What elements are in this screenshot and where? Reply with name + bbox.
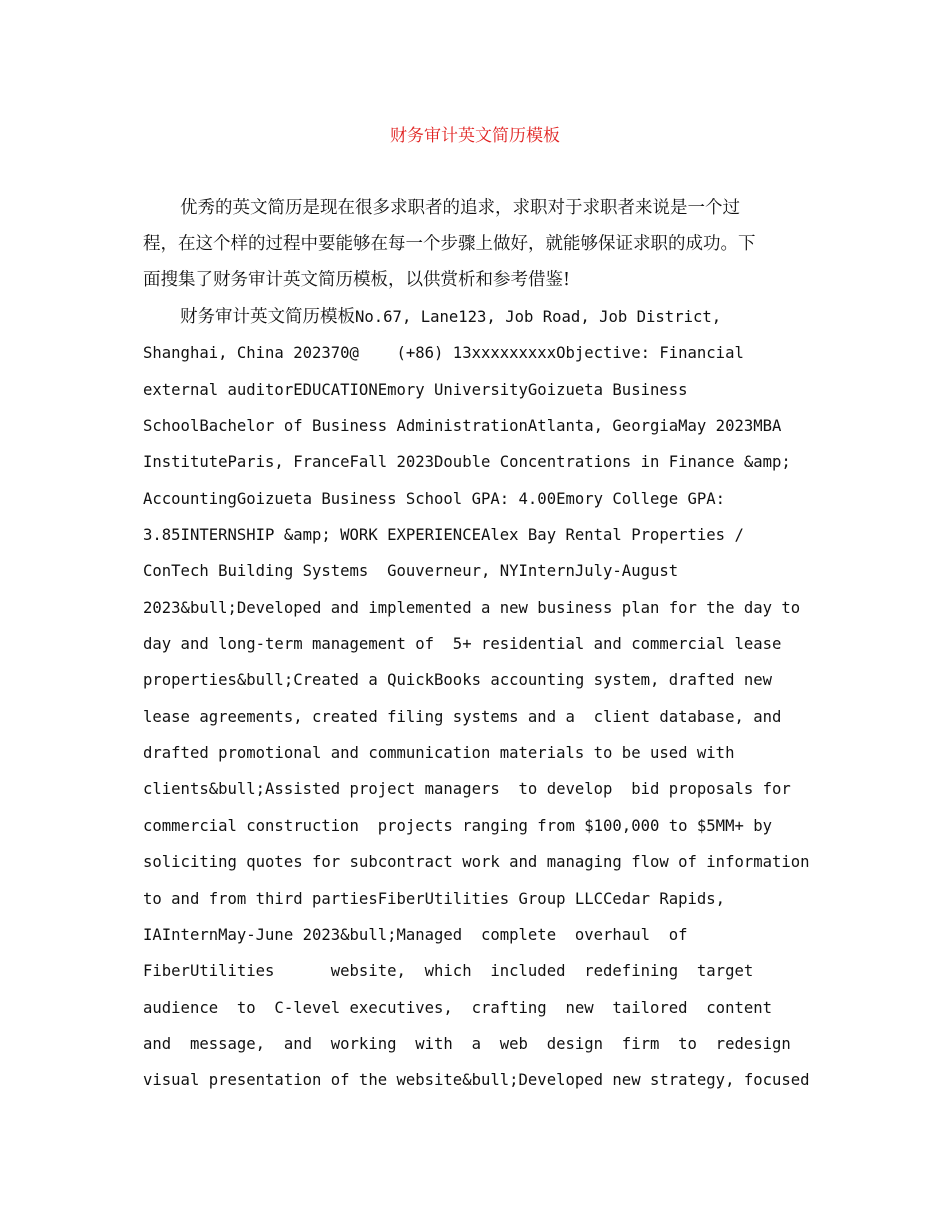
- body-line: and message, and working with a web design firm to redesign: [143, 1034, 791, 1053]
- body-line: lease agreements, created filing systems and a client database, and: [143, 707, 782, 726]
- body-line: external auditorEDUCATIONEmory UniversityGoizueta Business: [143, 380, 688, 399]
- body-line: commercial construction projects ranging from $100,000 to $5MM+ by: [143, 816, 773, 835]
- intro-line: 程，在这个样的过程中要能够在每一个步骤上做好，就能够保证求职的成功。下: [143, 234, 756, 254]
- resume-heading-inline: 财务审计英文简历模板: [180, 307, 355, 327]
- body-line: 3.85INTERNSHIP &amp; WORK EXPERIENCEAlex Bay Rental Properties /: [143, 526, 744, 545]
- body-line: audience to C-level executives, crafting new tailored content: [143, 998, 773, 1017]
- body-line: drafted promotional and communication materials to be used with: [143, 744, 735, 763]
- body-line: InstituteParis, FranceFall 2023Double Concentrations in Finance &amp;: [143, 453, 791, 472]
- body-line-text: No.67, Lane123, Job Road, Job District,: [355, 308, 722, 326]
- body-line: 2023&bull;Developed and implemented a new business plan for the day to: [143, 598, 801, 617]
- intro-line: 优秀的英文简历是现在很多求职者的追求，求职对于求职者来说是一个过: [180, 198, 740, 218]
- resume-body: [143, 305, 813, 1105]
- intro-paragraph: [143, 194, 813, 302]
- body-line: AccountingGoizueta Business School GPA: 4.00Emory College GPA:: [143, 489, 726, 508]
- body-line: visual presentation of the website&bull;Developed new strategy, focused: [143, 1071, 810, 1090]
- document-title: 财务审计英文简历模板: [390, 126, 560, 146]
- body-line: SchoolBachelor of Business AdministrationAtlanta, GeorgiaMay 2023MBA: [143, 417, 782, 436]
- body-line: FiberUtilities website, which included redefining target: [143, 962, 754, 981]
- body-line: soliciting quotes for subcontract work and managing flow of information: [143, 853, 810, 872]
- body-line: day and long-term management of 5+ residential and commercial lease: [143, 635, 782, 654]
- intro-line: 面搜集了财务审计英文简历模板，以供赏析和参考借鉴!: [143, 270, 571, 290]
- body-line: clients&bull;Assisted project managers to develop bid proposals for: [143, 780, 791, 799]
- body-line: IAInternMay-June 2023&bull;Managed complete overhaul of: [143, 925, 688, 944]
- body-line: [143, 305, 813, 341]
- body-line: to and from third partiesFiberUtilities Group LLCCedar Rapids,: [143, 889, 726, 908]
- body-line: properties&bull;Created a QuickBooks accounting system, drafted new: [143, 671, 773, 690]
- body-line: Shanghai, China 202370@ (+86) 13xxxxxxxxxObjective: Financial: [143, 344, 744, 363]
- body-line: ConTech Building Systems Gouverneur, NYInternJuly-August: [143, 562, 679, 581]
